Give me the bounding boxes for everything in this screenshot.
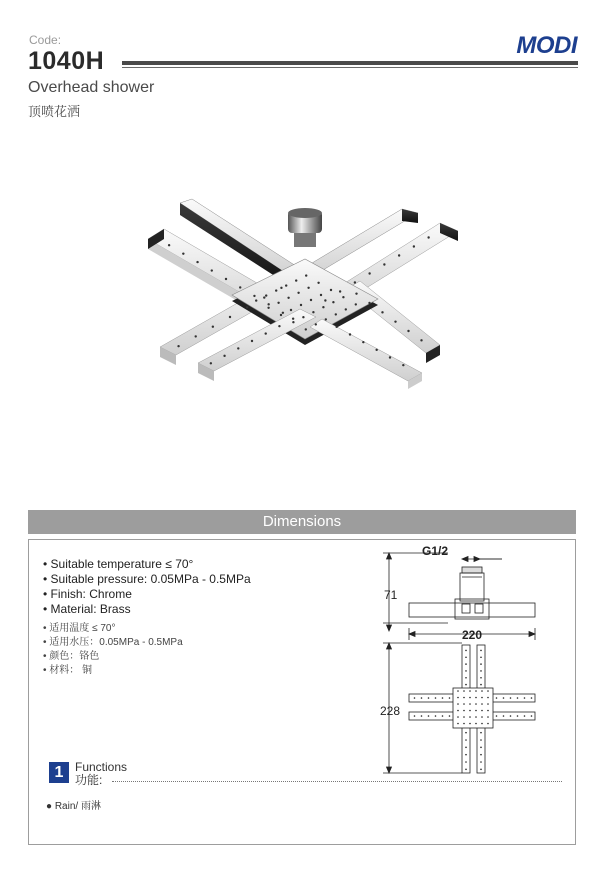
- drawing-dot: [457, 690, 459, 692]
- specs-chinese: [43, 622, 183, 678]
- functions-number-badge: 1: [49, 762, 69, 783]
- brand-logo: MODI: [516, 32, 577, 59]
- drawing-dot: [524, 697, 526, 699]
- nozzle-dot: [345, 308, 347, 310]
- drawing-dot: [475, 716, 477, 718]
- nozzle-dot: [368, 302, 370, 304]
- nozzle-dot: [290, 309, 292, 311]
- nozzle-dot: [355, 303, 357, 305]
- drawing-dot: [480, 739, 482, 741]
- nozzle-dot: [210, 362, 212, 364]
- drawing-dot: [465, 754, 467, 756]
- nozzle-dot: [402, 364, 404, 366]
- drawing-dot: [457, 710, 459, 712]
- drawing-dot: [524, 715, 526, 717]
- nozzle-dot: [324, 299, 326, 301]
- drawing-dot: [465, 684, 467, 686]
- nozzle-dot: [211, 269, 213, 271]
- drawing-dot: [503, 697, 505, 699]
- code-label: Code:: [29, 33, 62, 47]
- product-name-zh: 顶喷花洒: [28, 104, 81, 119]
- drawing-dot: [510, 697, 512, 699]
- drawing-dot: [463, 697, 465, 699]
- nozzle-dot: [407, 330, 409, 332]
- functions-title-en: Functions: [75, 760, 128, 774]
- spec-pressure-zh: • 适用水压：0.05MPa - 0.5MPa: [43, 637, 183, 648]
- drawing-dot: [463, 690, 465, 692]
- drawing-dot: [449, 697, 451, 699]
- nozzle-dot: [320, 294, 322, 296]
- nozzle-dot: [237, 347, 239, 349]
- drawing-dot: [481, 697, 483, 699]
- drawing-dot: [469, 703, 471, 705]
- drawing-dot: [480, 747, 482, 749]
- drawing-dot: [469, 710, 471, 712]
- drawing-dot: [496, 715, 498, 717]
- nozzle-dot: [339, 290, 341, 292]
- drawing-dot: [469, 716, 471, 718]
- drawing-dot: [469, 723, 471, 725]
- nozzle-dot: [177, 345, 179, 347]
- drawing-dot: [465, 732, 467, 734]
- nozzle-dot: [325, 318, 327, 320]
- spec-material-zh: • 材料： 铜: [43, 665, 93, 676]
- drawing-dot: [457, 723, 459, 725]
- shower-connector: [288, 208, 322, 247]
- drawing-dot: [531, 697, 533, 699]
- drawing-dot: [463, 703, 465, 705]
- nozzle-dot: [375, 349, 377, 351]
- drawing-dot: [457, 703, 459, 705]
- drawing-dot: [510, 715, 512, 717]
- drawing-dot: [487, 710, 489, 712]
- drawing-dot: [465, 663, 467, 665]
- model-code: 1040H: [28, 47, 105, 75]
- product-name-en: Overhead shower: [28, 79, 155, 96]
- nozzle-dot: [267, 307, 269, 309]
- drawing-dot: [475, 697, 477, 699]
- nozzle-dot: [420, 339, 422, 341]
- nozzle-dot: [383, 263, 385, 265]
- drawing-dot: [487, 697, 489, 699]
- drawing-dot: [442, 715, 444, 717]
- drawing-dot: [465, 769, 467, 771]
- drawing-dot: [465, 656, 467, 658]
- width-label: 220: [462, 628, 483, 642]
- drawing-dot: [481, 703, 483, 705]
- nozzle-dot: [267, 303, 269, 305]
- drawing-dot: [414, 715, 416, 717]
- nozzle-dot: [292, 318, 294, 320]
- nozzle-dot: [265, 294, 267, 296]
- nozzle-dot: [305, 274, 307, 276]
- drawing-dot: [475, 703, 477, 705]
- nozzle-dot: [349, 333, 351, 335]
- shower-head-plate: [232, 259, 378, 345]
- nozzle-dot: [239, 286, 241, 288]
- drawing-dot: [487, 723, 489, 725]
- nozzle-dot: [196, 261, 198, 263]
- dimension-drawing: [378, 543, 568, 778]
- nozzle-dot: [362, 341, 364, 343]
- drawing-dot: [449, 715, 451, 717]
- nozzle-dot: [322, 306, 324, 308]
- drawing-dot: [480, 754, 482, 756]
- nozzle-dot: [223, 355, 225, 357]
- nozzle-dot: [292, 321, 294, 323]
- drawing-dot: [463, 723, 465, 725]
- nozzle-dot: [342, 296, 344, 298]
- dimensions-header: Dimensions: [28, 510, 576, 534]
- drawing-dot: [496, 697, 498, 699]
- drawing-dot: [463, 716, 465, 718]
- drawing-dot: [480, 732, 482, 734]
- nozzle-dot: [427, 236, 429, 238]
- nozzle-dot: [280, 287, 282, 289]
- nozzle-dot: [277, 302, 279, 304]
- nozzle-dot: [335, 326, 337, 328]
- nozzle-dot: [255, 299, 257, 301]
- nozzle-dot: [335, 313, 337, 315]
- nozzle-dot: [263, 296, 265, 298]
- drawing-dot: [481, 716, 483, 718]
- nozzle-dot: [330, 289, 332, 291]
- depth-label: 228: [380, 704, 401, 718]
- nozzle-dot: [354, 281, 356, 283]
- title-rule: [122, 61, 578, 70]
- nozzle-dot: [246, 306, 248, 308]
- nozzle-dot: [332, 301, 334, 303]
- drawing-dot: [475, 710, 477, 712]
- nozzle-dot: [368, 272, 370, 274]
- drawing-dot: [457, 697, 459, 699]
- drawing-dot: [487, 716, 489, 718]
- drawing-dot: [465, 739, 467, 741]
- drawing-dot: [421, 697, 423, 699]
- drawing-dot: [463, 710, 465, 712]
- nozzle-dot: [315, 323, 317, 325]
- drawing-dot: [480, 684, 482, 686]
- nozzle-dot: [302, 316, 304, 318]
- drawing-dot: [480, 650, 482, 652]
- spec-pressure: • Suitable pressure: 0.05MPa - 0.5MPa: [43, 572, 251, 586]
- nozzle-dot: [312, 311, 314, 313]
- nozzle-dot: [225, 278, 227, 280]
- overhead-shower-photo: [140, 195, 470, 390]
- drawing-dot: [503, 715, 505, 717]
- nozzle-dot: [195, 335, 197, 337]
- nozzle-dot: [275, 289, 277, 291]
- drawing-dot: [475, 690, 477, 692]
- drawing-dot: [428, 697, 430, 699]
- drawing-dot: [469, 697, 471, 699]
- drawing-dot: [465, 670, 467, 672]
- nozzle-dot: [251, 340, 253, 342]
- nozzle-dot: [297, 292, 299, 294]
- drawing-dot: [475, 723, 477, 725]
- drawing-dot: [531, 715, 533, 717]
- nozzle-dot: [253, 295, 255, 297]
- drawing-dot: [442, 697, 444, 699]
- drawing-dot: [465, 761, 467, 763]
- drawing-dot: [465, 650, 467, 652]
- drawing-dot: [435, 715, 437, 717]
- drawing-dot: [487, 690, 489, 692]
- nozzle-dot: [389, 356, 391, 358]
- drawing-dot: [481, 690, 483, 692]
- nozzle-dot: [168, 244, 170, 246]
- spec-material: • Material: Brass: [43, 602, 131, 616]
- height-label: 71: [384, 588, 398, 602]
- nozzle-dot: [317, 282, 319, 284]
- drawing-dot: [517, 697, 519, 699]
- spec-finish: • Finish: Chrome: [43, 587, 132, 601]
- nozzle-dot: [300, 304, 302, 306]
- nozzle-dot: [394, 320, 396, 322]
- drawing-dot: [480, 670, 482, 672]
- nozzle-dot: [355, 292, 357, 294]
- nozzle-dot: [398, 254, 400, 256]
- spec-temperature: • Suitable temperature ≤ 70°: [43, 557, 194, 571]
- nozzle-dot: [212, 326, 214, 328]
- nozzle-dot: [265, 332, 267, 334]
- drawing-dot: [414, 697, 416, 699]
- nozzle-dot: [278, 325, 280, 327]
- drawing-dot: [465, 677, 467, 679]
- spec-temperature-zh: • 适用温度 ≤ 70°: [43, 623, 116, 634]
- nozzle-dot: [307, 287, 309, 289]
- functions-divider: [112, 781, 562, 782]
- nozzle-dot: [305, 328, 307, 330]
- drawing-dot: [480, 769, 482, 771]
- nozzle-dot: [285, 284, 287, 286]
- drawing-dot: [435, 697, 437, 699]
- drawing-dot: [481, 723, 483, 725]
- function-item-rain: ● Rain/ 雨淋: [46, 801, 101, 812]
- nozzle-dot: [310, 299, 312, 301]
- spec-finish-zh: • 颜色：铬色: [43, 651, 100, 662]
- thread-label: G1/2: [422, 544, 449, 558]
- nozzle-dot: [287, 297, 289, 299]
- nozzle-dot: [229, 316, 231, 318]
- drawing-dot: [480, 761, 482, 763]
- specs-english: [43, 557, 251, 617]
- nozzle-dot: [280, 314, 282, 316]
- drawing-dot: [517, 715, 519, 717]
- drawing-dot: [480, 656, 482, 658]
- drawing-dot: [480, 663, 482, 665]
- nozzle-dot: [413, 245, 415, 247]
- drawing-dot: [469, 690, 471, 692]
- drawing-dot: [457, 716, 459, 718]
- drawing-dot: [465, 747, 467, 749]
- drawing-dot: [481, 710, 483, 712]
- functions-title-zh: 功能:: [75, 773, 103, 787]
- drawing-dot: [428, 715, 430, 717]
- nozzle-dot: [282, 312, 284, 314]
- nozzle-dot: [381, 311, 383, 313]
- drawing-dot: [480, 677, 482, 679]
- nozzle-dot: [182, 252, 184, 254]
- nozzle-dot: [295, 279, 297, 281]
- drawing-dot: [487, 703, 489, 705]
- drawing-dot: [421, 715, 423, 717]
